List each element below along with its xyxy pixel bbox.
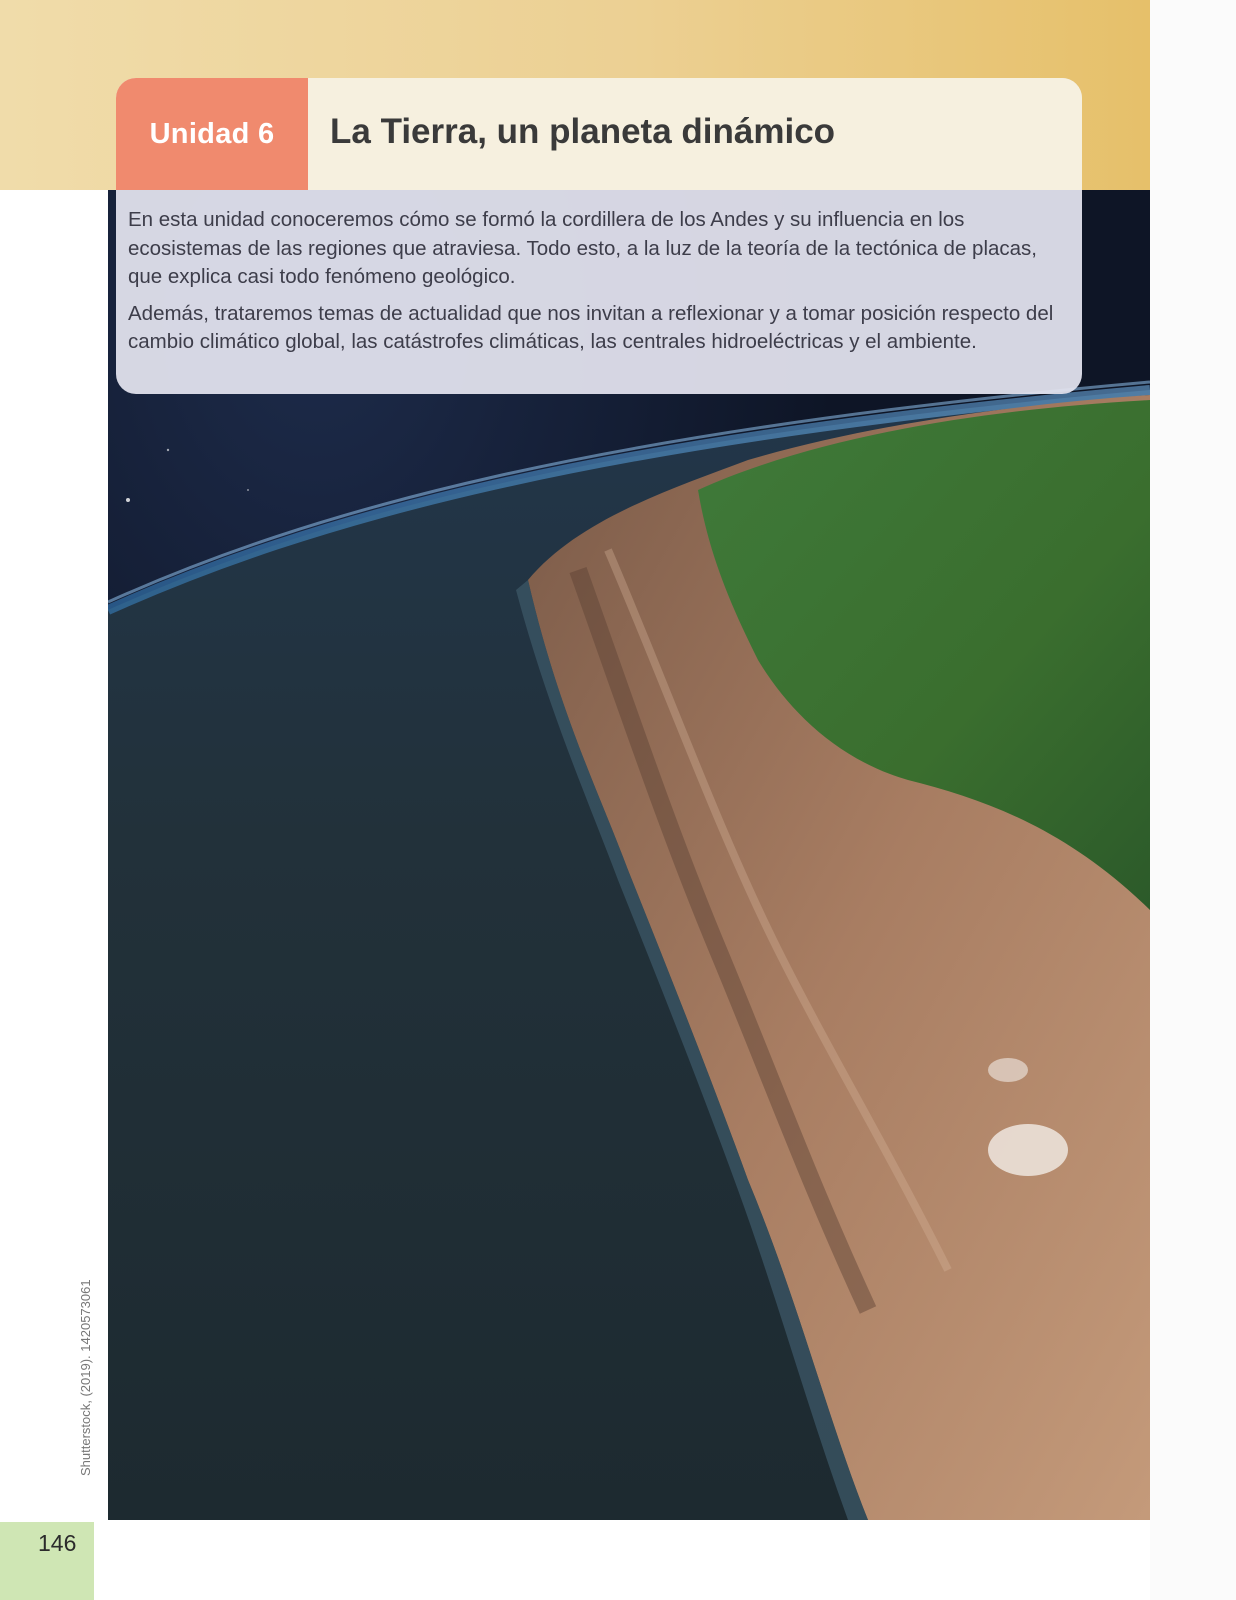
intro-text — [128, 206, 1072, 365]
unit-label: Unidad 6 — [149, 117, 275, 150]
page-number: 146 — [38, 1530, 77, 1556]
page-margin-right — [1150, 0, 1236, 1600]
intro-paragraph-2: Además, trataremos temas de actualidad que nos invitan a reflexionar y a tomar posición respecto del cambio climático global, las catástrofes climáticas, las centrales hidroeléctricas y el ambiente. — [128, 301, 1054, 353]
unit-title: La Tierra, un planeta dinámico — [330, 112, 836, 151]
unit-header-card — [116, 78, 1082, 394]
intro-paragraph-1: En esta unidad conoceremos cómo se formó la cordillera de los Andes y su influencia en los ecosistemas de las regiones que atraviesa. Todo esto, a la luz de la teoría de la tectónica de placas, que explica casi todo fenómeno geológico. — [128, 208, 1038, 288]
unit-tab — [116, 78, 308, 190]
image-credit: Shutterstock, (2019). 1420573061 — [78, 1279, 93, 1476]
